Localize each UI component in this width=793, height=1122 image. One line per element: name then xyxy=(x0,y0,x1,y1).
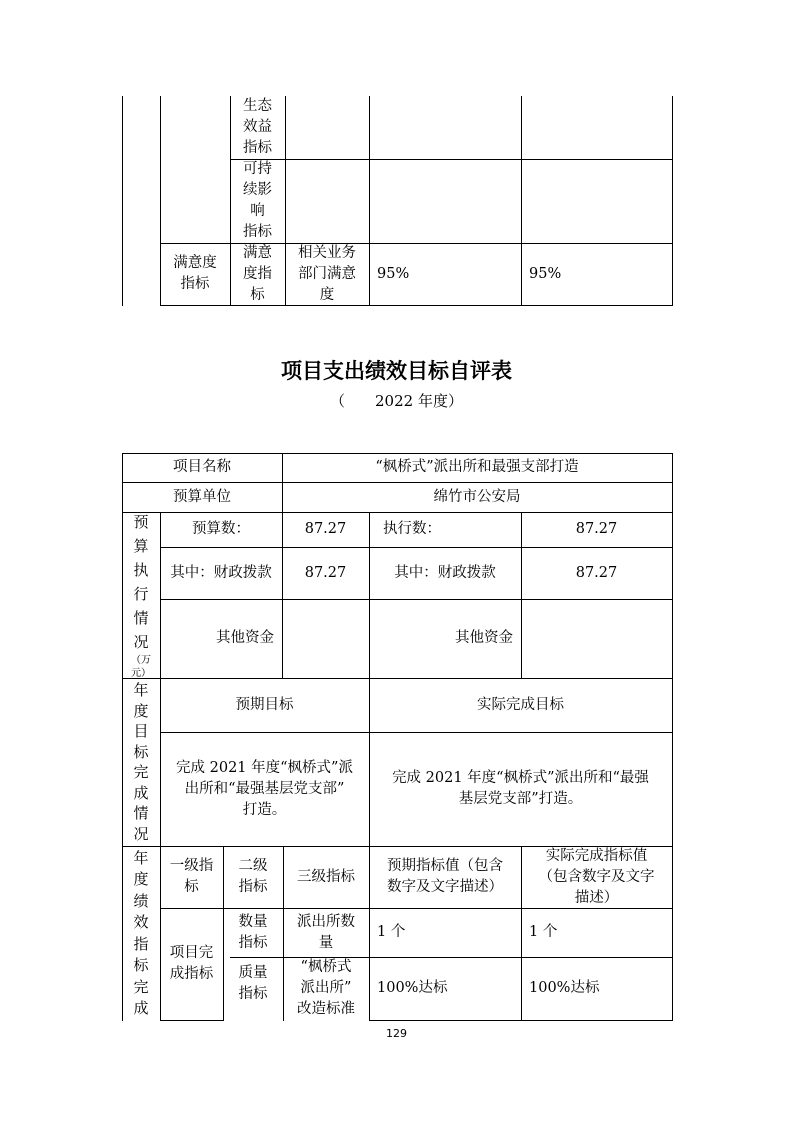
actual-goal-text: 完成 2021 年度“枫桥式”派出所和“最强 基层党支部”打造。 xyxy=(392,770,649,807)
budget-amount-value: 87.27 xyxy=(304,521,347,537)
actual-goal-header: 实际完成目标 xyxy=(477,696,564,713)
budget-unit-label: 预算单位 xyxy=(173,488,231,505)
fiscal-allocation-label: 其中：财政拨款 xyxy=(170,564,272,581)
fiscal-allocation-executed-value: 87.27 xyxy=(575,564,618,581)
col-expected-value-header: 预期指标值（包含 数字及文字描述） xyxy=(387,858,503,895)
quantity-expected: 1 个 xyxy=(377,924,406,940)
page-subtitle: （ 2022 年度） xyxy=(330,392,463,410)
page-title: 项目支出绩效目标自评表 xyxy=(281,359,512,383)
budget-execution-text: 预 算 执 行 情 况 xyxy=(133,513,149,651)
col-third-level-header: 三级指标 xyxy=(297,868,355,885)
col-second-level-header: 二级 指标 xyxy=(238,858,268,895)
executed-amount-value: 87.27 xyxy=(575,521,618,537)
fiscal-allocation-value: 87.27 xyxy=(304,564,347,581)
ecology-benefit-indicator: 生态 效益 指标 xyxy=(243,98,272,156)
page-number: 129 xyxy=(386,1027,407,1040)
annual-goal-label: 年 度 目 标 完 成 情 况 xyxy=(133,681,149,843)
project-name-label: 项目名称 xyxy=(173,459,231,475)
satisfaction-indicator: 相关业务 部门满意 度 xyxy=(298,244,356,303)
expected-goal-header: 预期目标 xyxy=(235,696,294,713)
col-actual-value-header: 实际完成指标值 （包含数字及文字 描述） xyxy=(538,847,655,906)
budget-execution-label xyxy=(122,512,160,678)
quantity-actual: 1 个 xyxy=(529,924,558,940)
performance-indicator-label: 年 度 绩 效 指 标 完 成 xyxy=(133,848,149,1017)
quality-actual: 100%达标 xyxy=(529,980,600,996)
satisfaction-expected: 95% xyxy=(377,265,410,282)
expected-goal-text: 完成 2021 年度“枫桥式”派 出所和“最强基层党支部” 打造。 xyxy=(176,759,353,818)
executed-amount-label: 执行数： xyxy=(383,521,441,537)
satisfaction-actual: 95% xyxy=(529,265,562,282)
quality-expected: 100%达标 xyxy=(377,980,448,996)
quantity-indicator-label: 数量 指标 xyxy=(238,913,268,951)
quantity-indicator: 派出所数 量 xyxy=(297,913,355,951)
project-name-value: “枫桥式”派出所和最强支部打造 xyxy=(375,459,579,475)
satisfaction-first-level: 满意度 指标 xyxy=(173,255,217,292)
other-funds-label: 其他资金 xyxy=(216,630,274,646)
project-completion-label: 项目完 成指标 xyxy=(169,945,214,982)
budget-unit-value: 绵竹市公安局 xyxy=(433,488,521,505)
other-funds-executed-label: 其他资金 xyxy=(455,630,513,646)
satisfaction-second-level: 满意 度指 标 xyxy=(243,244,272,303)
quality-indicator: “枫桥式 派出所” 改造标准 xyxy=(297,959,355,1017)
sustainable-impact-indicator: 可持 续影 响 指标 xyxy=(243,161,272,240)
budget-amount-label: 预算数： xyxy=(192,521,250,537)
fiscal-allocation-executed-label: 其中：财政拨款 xyxy=(394,564,496,581)
col-first-level-header: 一级指 标 xyxy=(169,858,214,895)
quality-indicator-label: 质量 指标 xyxy=(238,965,268,1002)
budget-execution-unit: （万 元） xyxy=(131,655,151,679)
